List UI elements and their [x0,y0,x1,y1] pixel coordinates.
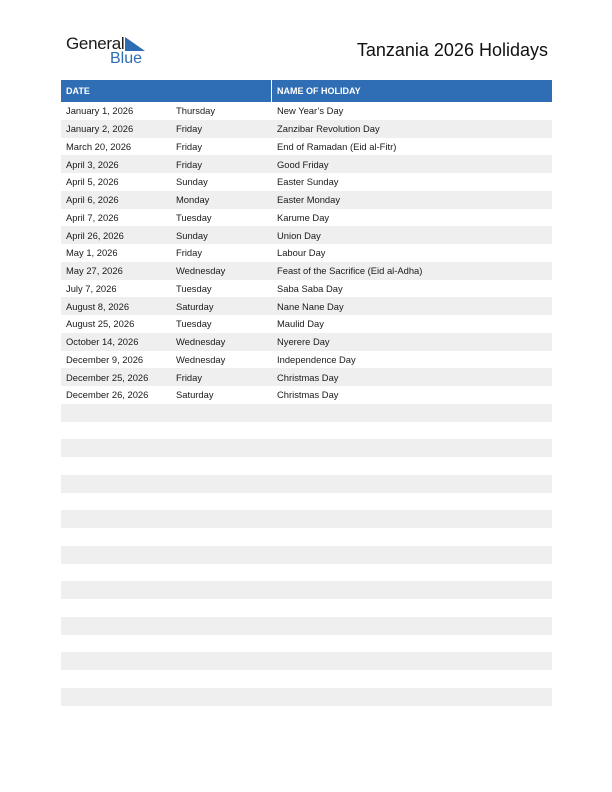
cell-date: April 7, 2026 [66,211,119,223]
cell-weekday: Saturday [176,300,214,312]
cell-holiday-name: Saba Saba Day [277,282,343,294]
table-header [61,80,552,102]
cell-holiday-name: End of Ramadan (Eid al-Fitr) [277,140,397,152]
table-row [61,102,552,120]
cell-date: March 20, 2026 [66,140,132,152]
table-row [61,333,552,351]
cell-weekday: Friday [176,158,203,170]
cell-date: December 25, 2026 [66,371,149,383]
cell-date: December 9, 2026 [66,353,144,365]
table-row [61,191,552,209]
table-row [61,138,552,156]
cell-holiday-name: Union Day [277,229,321,241]
cell-date: December 26, 2026 [66,389,149,401]
cell-holiday-name: Feast of the Sacrifice (Eid al-Adha) [277,265,423,277]
cell-date: August 25, 2026 [66,318,135,330]
cell-weekday: Wednesday [176,353,226,365]
cell-weekday: Thursday [176,105,216,117]
table-row [61,351,552,369]
table-row [61,546,552,564]
table-row [61,120,552,138]
cell-date: April 5, 2026 [66,176,119,188]
holiday-table [61,80,552,723]
table-row [61,226,552,244]
cell-weekday: Tuesday [176,211,212,223]
logo-triangle-icon [125,37,145,51]
cell-date: April 6, 2026 [66,194,119,206]
cell-date: October 14, 2026 [66,336,139,348]
cell-weekday: Wednesday [176,336,226,348]
table-body [61,102,552,723]
table-row [61,439,552,457]
cell-holiday-name: Easter Sunday [277,176,339,188]
table-row [61,404,552,422]
cell-holiday-name: Karume Day [277,211,330,223]
cell-holiday-name: New Year’s Day [277,105,344,117]
cell-weekday: Sunday [176,176,208,188]
table-row [61,297,552,315]
cell-date: January 1, 2026 [66,105,134,117]
table-row [61,173,552,191]
page-title: Tanzania 2026 Holidays [356,40,548,60]
cell-date: August 8, 2026 [66,300,130,312]
table-row [61,315,552,333]
cell-weekday: Friday [176,247,203,259]
cell-holiday-name: Good Friday [277,158,329,170]
cell-weekday: Wednesday [176,265,226,277]
table-row [61,262,552,280]
cell-weekday: Monday [176,194,210,206]
cell-holiday-name: Zanzibar Revolution Day [277,123,380,135]
logo-text-blue: Blue [110,50,143,67]
cell-holiday-name: Independence Day [277,353,356,365]
cell-weekday: Sunday [176,229,208,241]
table-row [61,368,552,386]
cell-date: April 3, 2026 [66,158,119,170]
cell-holiday-name: Labour Day [277,247,326,259]
cell-weekday: Tuesday [176,282,212,294]
cell-holiday-name: Maulid Day [277,318,324,330]
table-row [61,422,552,440]
cell-weekday: Saturday [176,389,214,401]
cell-date: July 7, 2026 [66,282,117,294]
table-row [61,280,552,298]
cell-weekday: Friday [176,371,203,383]
table-row [61,581,552,599]
cell-holiday-name: Nyerere Day [277,336,330,348]
cell-weekday: Tuesday [176,318,212,330]
cell-holiday-name: Christmas Day [277,371,339,383]
cell-weekday: Friday [176,140,203,152]
brand-logo [66,34,156,68]
table-row [61,209,552,227]
table-row [61,528,552,546]
table-row [61,244,552,262]
table-row [61,688,552,706]
cell-holiday-name: Easter Monday [277,194,341,206]
cell-date: May 27, 2026 [66,265,123,277]
table-row [61,652,552,670]
table-row [61,564,552,582]
table-row [61,475,552,493]
column-header-date: DATE [66,86,90,96]
cell-holiday-name: Nane Nane Day [277,300,344,312]
cell-date: January 2, 2026 [66,123,134,135]
table-row [61,617,552,635]
table-row [61,386,552,404]
table-row [61,706,552,724]
cell-weekday: Friday [176,123,203,135]
table-row [61,510,552,528]
table-row [61,635,552,653]
logo-text-general: General [66,34,125,53]
table-row [61,493,552,511]
table-row [61,670,552,688]
cell-date: April 26, 2026 [66,229,124,241]
cell-holiday-name: Christmas Day [277,389,339,401]
cell-date: May 1, 2026 [66,247,118,259]
column-header-name: NAME OF HOLIDAY [277,86,361,96]
table-row [61,457,552,475]
table-row [61,155,552,173]
table-row [61,599,552,617]
